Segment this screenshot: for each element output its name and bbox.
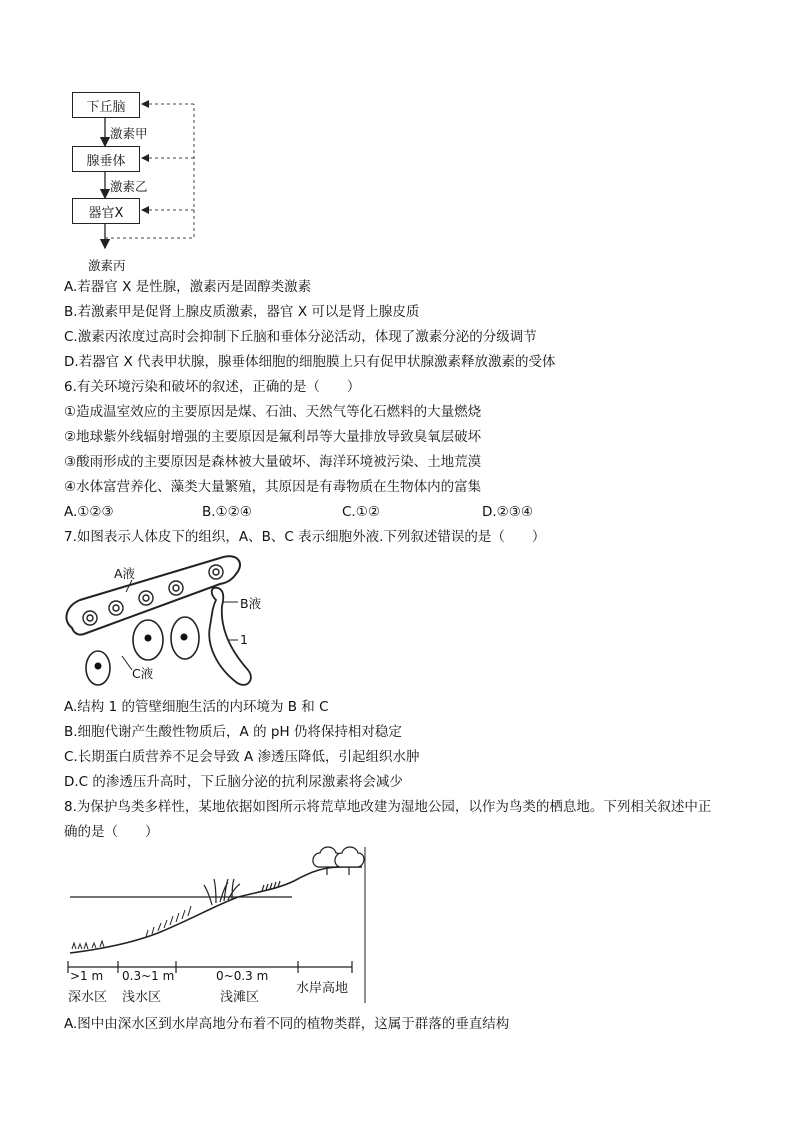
q8-option-a: A.图中由深水区到水岸高地分布着不同的植物类群，这属于群落的垂直结构 [64,1016,510,1032]
q6-statement-3: ③酸雨形成的主要原因是森林被大量破坏、海洋环境被污染、土地荒漠 [64,454,482,470]
zone-4-name: 水岸高地 [296,981,349,996]
zone-1-depth: >1 m [70,969,104,983]
structure-1-label: 1 [240,632,248,647]
q5-option-a: A.若器官 X 是性腺，激素丙是固醇类激素 [64,279,312,295]
zone-2-name: 浅水区 [122,990,162,1005]
q6-option-c: C.①② [342,504,380,520]
tissue-drawing [60,550,275,690]
hormone-regulation-diagram [60,88,210,278]
q7-option-d: D.C 的渗透压升高时，下丘脑分泌的抗利尿激素将会减少 [64,774,403,790]
q6-statement-2: ②地球紫外线辐射增强的主要原因是氟利昂等大量排放导致臭氧层破坏 [64,429,482,445]
q6-statement-1: ①造成温室效应的主要原因是煤、石油、天然气等化石燃料的大量燃烧 [64,404,482,420]
hormone-b-label: 激素乙 [110,179,148,194]
q7-option-b: B.细胞代谢产生酸性物质后，A 的 pH 仍将保持相对稳定 [64,724,402,740]
q7-stem: 7.如图表示人体皮下的组织，A、B、C 表示细胞外液.下列叙述错误的是（ ） [64,529,546,545]
q6-options [64,502,744,522]
q8-stem-line-2: 确的是（ ） [64,824,159,840]
zone-1-name: 深水区 [68,990,108,1005]
organ-x-box: 器官X [72,198,140,224]
q7-option-c: C.长期蛋白质营养不足会导致 A 渗透压降低，引起组织水肿 [64,749,420,765]
tissue-diagram [60,550,275,690]
q7-option-a: A.结构 1 的管壁细胞生活的内环境为 B 和 C [64,699,329,715]
q8-stem-line-1: 8.为保护鸟类多样性，某地依据如图所示将荒草地改建为湿地公园，以作为鸟类的栖息地。下列相关叙述中正 [64,799,712,815]
hypothalamus-box: 下丘脑 [72,92,140,118]
fluid-b-label: B液 [240,596,262,611]
zone-3-depth: 0~0.3 m [216,969,269,983]
zone-3-name: 浅滩区 [220,990,260,1005]
q6-option-b: B.①②④ [202,504,252,520]
fluid-a-label: A液 [114,566,136,581]
q6-statement-4: ④水体富营养化、藻类大量繁殖，其原因是有毒物质在生物体内的富集 [64,479,482,495]
hormone-a-label: 激素甲 [110,126,148,141]
hormone-c-label: 激素丙 [88,258,126,273]
q6-stem: 6.有关环境污染和破坏的叙述，正确的是（ ） [64,379,361,395]
q6-option-a: A.①②③ [64,504,114,520]
q5-option-b: B.若激素甲是促肾上腺皮质激素，器官 X 可以是肾上腺皮质 [64,304,420,320]
q5-option-d: D.若器官 X 代表甲状腺，腺垂体细胞的细胞膜上只有促甲状腺激素释放激素的受体 [64,354,556,370]
fluid-c-label: C液 [132,666,154,681]
pituitary-box: 腺垂体 [72,146,140,172]
wetland-profile-diagram [62,845,370,1005]
q5-option-c: C.激素丙浓度过高时会抑制下丘脑和垂体分泌活动，体现了激素分泌的分级调节 [64,329,537,345]
q6-option-d: D.②③④ [482,504,533,520]
zone-2-depth: 0.3~1 m [122,969,175,983]
